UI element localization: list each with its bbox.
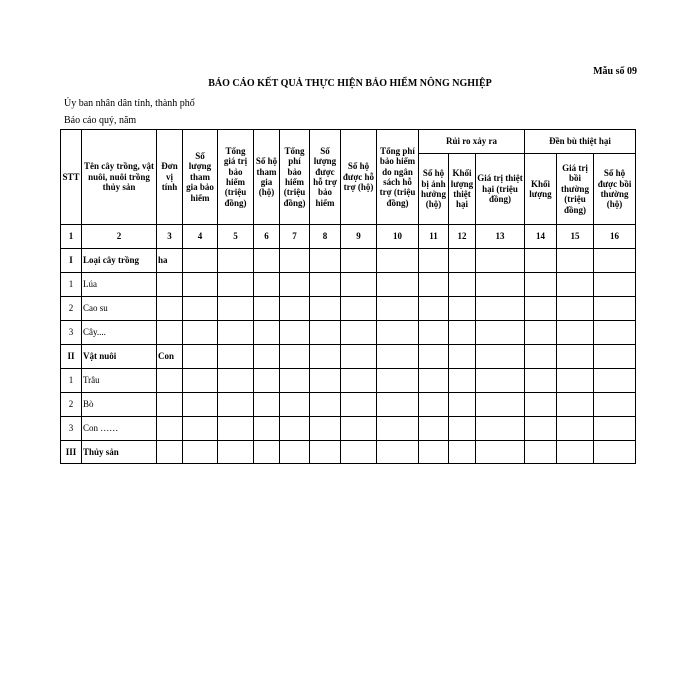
- column-number: 3: [157, 225, 183, 249]
- column-number: 10: [377, 225, 419, 249]
- empty-cell: [476, 441, 525, 464]
- empty-cell: [476, 249, 525, 273]
- table-body: [61, 249, 636, 464]
- empty-cell: [254, 417, 280, 441]
- column-number: 15: [557, 225, 594, 249]
- row-unit: [157, 393, 183, 417]
- empty-cell: [449, 417, 476, 441]
- header-households: Số hộ tham gia (hộ): [254, 130, 280, 225]
- empty-cell: [310, 273, 341, 297]
- column-number: 1: [61, 225, 82, 249]
- empty-cell: [254, 441, 280, 464]
- empty-cell: [377, 321, 419, 345]
- empty-cell: [419, 393, 449, 417]
- empty-cell: [280, 417, 310, 441]
- empty-cell: [594, 441, 636, 464]
- column-number: 16: [594, 225, 636, 249]
- empty-cell: [280, 345, 310, 369]
- empty-cell: [594, 249, 636, 273]
- table-row: [61, 273, 636, 297]
- column-number: 14: [525, 225, 557, 249]
- empty-cell: [557, 321, 594, 345]
- empty-cell: [310, 369, 341, 393]
- empty-cell: [310, 249, 341, 273]
- empty-cell: [557, 297, 594, 321]
- empty-cell: [310, 345, 341, 369]
- empty-cell: [525, 393, 557, 417]
- empty-cell: [341, 297, 377, 321]
- row-stt: I: [61, 249, 82, 273]
- row-unit: Con: [157, 345, 183, 369]
- empty-cell: [557, 369, 594, 393]
- empty-cell: [525, 273, 557, 297]
- empty-cell: [254, 297, 280, 321]
- column-number-row: [61, 225, 636, 249]
- empty-cell: [377, 249, 419, 273]
- empty-cell: [594, 393, 636, 417]
- empty-cell: [310, 321, 341, 345]
- header-qty-insured: Số lượng tham gia bảo hiểm: [183, 130, 218, 225]
- empty-cell: [254, 321, 280, 345]
- empty-cell: [557, 249, 594, 273]
- empty-cell: [594, 369, 636, 393]
- empty-cell: [218, 369, 254, 393]
- header-total-value: Tổng giá trị bảo hiểm (triệu đồng): [218, 130, 254, 225]
- header-damage-qty: Khối lượng thiệt hại: [449, 154, 476, 225]
- row-stt: 3: [61, 417, 82, 441]
- empty-cell: [449, 345, 476, 369]
- row-name: Lúa: [82, 273, 157, 297]
- empty-cell: [183, 249, 218, 273]
- empty-cell: [525, 441, 557, 464]
- empty-cell: [280, 273, 310, 297]
- empty-cell: [476, 345, 525, 369]
- empty-cell: [183, 441, 218, 464]
- empty-cell: [419, 321, 449, 345]
- empty-cell: [183, 393, 218, 417]
- empty-cell: [594, 297, 636, 321]
- row-unit: [157, 273, 183, 297]
- empty-cell: [341, 321, 377, 345]
- empty-cell: [218, 417, 254, 441]
- empty-cell: [449, 297, 476, 321]
- empty-cell: [310, 297, 341, 321]
- empty-cell: [183, 417, 218, 441]
- empty-cell: [183, 321, 218, 345]
- empty-cell: [254, 273, 280, 297]
- empty-cell: [525, 417, 557, 441]
- empty-cell: [310, 393, 341, 417]
- row-name: Cây....: [82, 321, 157, 345]
- empty-cell: [341, 393, 377, 417]
- empty-cell: [341, 345, 377, 369]
- empty-cell: [341, 417, 377, 441]
- empty-cell: [419, 345, 449, 369]
- empty-cell: [594, 345, 636, 369]
- empty-cell: [449, 369, 476, 393]
- header-stt: STT: [61, 130, 82, 225]
- empty-cell: [218, 345, 254, 369]
- table-row: [61, 369, 636, 393]
- header-risk-group: Rủi ro xảy ra: [419, 130, 525, 154]
- column-number: 2: [82, 225, 157, 249]
- row-unit: [157, 321, 183, 345]
- empty-cell: [218, 273, 254, 297]
- table-row: [61, 297, 636, 321]
- header-supported-households: Số hộ được hỗ trợ (hộ): [341, 130, 377, 225]
- empty-cell: [377, 297, 419, 321]
- empty-cell: [525, 249, 557, 273]
- row-stt: 2: [61, 393, 82, 417]
- empty-cell: [449, 273, 476, 297]
- header-unit: Đơn vị tính: [157, 130, 183, 225]
- header-qty-supported: Số lượng được hỗ trợ bảo hiểm: [310, 130, 341, 225]
- row-name: Loại cây trồng: [82, 249, 157, 273]
- column-number: 9: [341, 225, 377, 249]
- header-comp-value: Giá trị bồi thường (triệu đồng): [557, 154, 594, 225]
- empty-cell: [476, 393, 525, 417]
- table-row: [61, 417, 636, 441]
- committee-line: Ủy ban nhân dân tỉnh, thành phố: [64, 98, 195, 109]
- empty-cell: [183, 345, 218, 369]
- empty-cell: [254, 345, 280, 369]
- empty-cell: [280, 441, 310, 464]
- header-total-premium: Tổng phí bảo hiểm (triệu đồng): [280, 130, 310, 225]
- row-stt: II: [61, 345, 82, 369]
- row-stt: 1: [61, 369, 82, 393]
- empty-cell: [476, 321, 525, 345]
- row-stt: 3: [61, 321, 82, 345]
- column-number: 6: [254, 225, 280, 249]
- empty-cell: [218, 321, 254, 345]
- row-name: Trâu: [82, 369, 157, 393]
- table-row: [61, 321, 636, 345]
- empty-cell: [419, 249, 449, 273]
- empty-cell: [218, 249, 254, 273]
- report-title: BÁO CÁO KẾT QUẢ THỰC HIỆN BẢO HIỂM NÔNG NGHIỆP: [208, 78, 492, 89]
- empty-cell: [218, 297, 254, 321]
- column-number: 12: [449, 225, 476, 249]
- header-comp-qty: Khối lượng: [525, 154, 557, 225]
- table-row: [61, 249, 636, 273]
- empty-cell: [594, 321, 636, 345]
- row-unit: [157, 297, 183, 321]
- empty-cell: [525, 297, 557, 321]
- empty-cell: [557, 393, 594, 417]
- row-name: Bò: [82, 393, 157, 417]
- header-damage-value: Giá trị thiệt hại (triệu đồng): [476, 154, 525, 225]
- header-comp-households: Số hộ được bồi thường (hộ): [594, 154, 636, 225]
- column-number: 13: [476, 225, 525, 249]
- row-name: Con ……: [82, 417, 157, 441]
- header-budget-support: Tổng phí bảo hiểm do ngân sách hỗ trợ (triệu đồng): [377, 130, 419, 225]
- empty-cell: [377, 273, 419, 297]
- empty-cell: [557, 441, 594, 464]
- empty-cell: [377, 369, 419, 393]
- empty-cell: [183, 273, 218, 297]
- row-name: Cao su: [82, 297, 157, 321]
- empty-cell: [183, 297, 218, 321]
- form-code: Mẫu số 09: [593, 66, 637, 77]
- row-name: Vật nuôi: [82, 345, 157, 369]
- empty-cell: [476, 273, 525, 297]
- row-unit: [157, 417, 183, 441]
- empty-cell: [377, 345, 419, 369]
- empty-cell: [449, 441, 476, 464]
- empty-cell: [449, 249, 476, 273]
- empty-cell: [341, 249, 377, 273]
- empty-cell: [310, 417, 341, 441]
- empty-cell: [280, 321, 310, 345]
- empty-cell: [341, 441, 377, 464]
- empty-cell: [419, 297, 449, 321]
- empty-cell: [377, 417, 419, 441]
- empty-cell: [254, 249, 280, 273]
- empty-cell: [377, 441, 419, 464]
- header-name: Tên cây trồng, vật nuôi, nuôi trồng thủy sản: [82, 130, 157, 225]
- empty-cell: [476, 417, 525, 441]
- table-row: [61, 345, 636, 369]
- empty-cell: [557, 273, 594, 297]
- empty-cell: [419, 441, 449, 464]
- header-risk-households: Số hộ bị ảnh hưởng (hộ): [419, 154, 449, 225]
- row-stt: 2: [61, 297, 82, 321]
- empty-cell: [218, 441, 254, 464]
- column-number: 5: [218, 225, 254, 249]
- empty-cell: [476, 369, 525, 393]
- empty-cell: [557, 417, 594, 441]
- empty-cell: [310, 441, 341, 464]
- empty-cell: [254, 393, 280, 417]
- empty-cell: [341, 273, 377, 297]
- column-number: 11: [419, 225, 449, 249]
- empty-cell: [594, 273, 636, 297]
- column-number: 4: [183, 225, 218, 249]
- report-table: [60, 129, 636, 464]
- empty-cell: [525, 321, 557, 345]
- column-number: 8: [310, 225, 341, 249]
- empty-cell: [218, 393, 254, 417]
- empty-cell: [280, 249, 310, 273]
- empty-cell: [476, 297, 525, 321]
- period-line: Báo cáo quý, năm: [64, 115, 137, 126]
- empty-cell: [419, 369, 449, 393]
- empty-cell: [254, 369, 280, 393]
- empty-cell: [525, 345, 557, 369]
- empty-cell: [525, 369, 557, 393]
- empty-cell: [280, 369, 310, 393]
- table-row: [61, 441, 636, 464]
- column-number: 7: [280, 225, 310, 249]
- row-unit: [157, 441, 183, 464]
- empty-cell: [594, 417, 636, 441]
- table-row: [61, 393, 636, 417]
- empty-cell: [419, 417, 449, 441]
- empty-cell: [280, 393, 310, 417]
- empty-cell: [341, 369, 377, 393]
- empty-cell: [557, 345, 594, 369]
- row-unit: [157, 369, 183, 393]
- empty-cell: [280, 297, 310, 321]
- empty-cell: [183, 369, 218, 393]
- empty-cell: [449, 321, 476, 345]
- empty-cell: [449, 393, 476, 417]
- empty-cell: [377, 393, 419, 417]
- row-stt: III: [61, 441, 82, 464]
- empty-cell: [419, 273, 449, 297]
- row-name: Thủy sản: [82, 441, 157, 464]
- row-unit: ha: [157, 249, 183, 273]
- header-compensation-group: Đền bù thiệt hại: [525, 130, 636, 154]
- row-stt: 1: [61, 273, 82, 297]
